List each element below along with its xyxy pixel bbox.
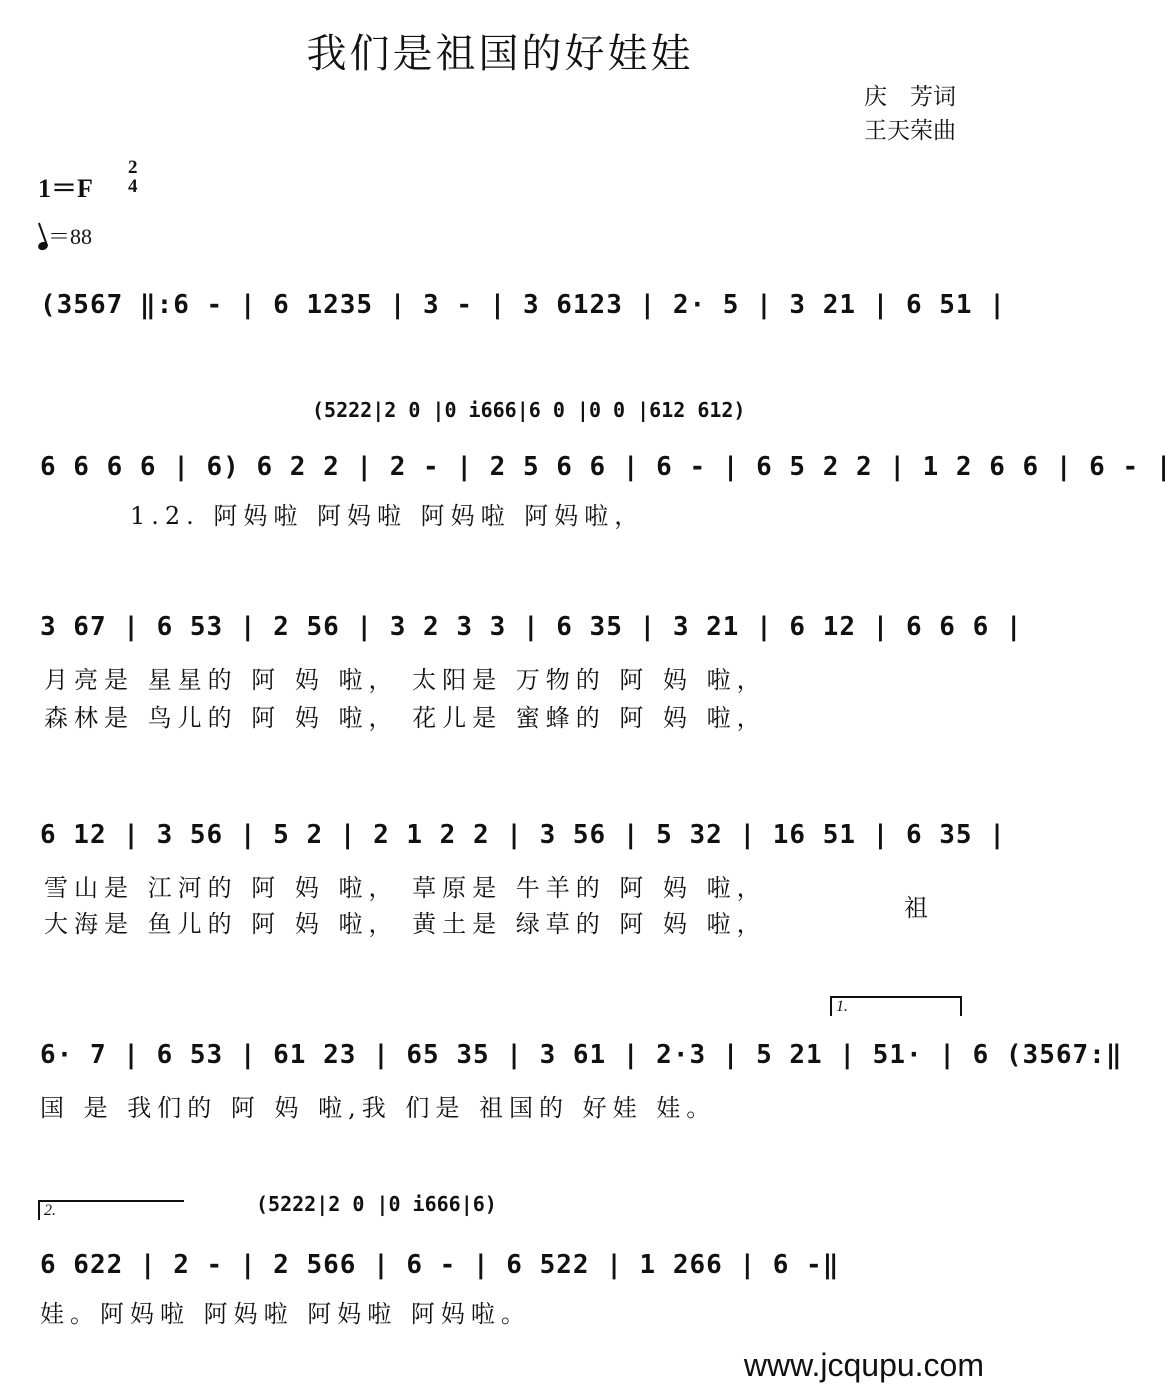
- first-ending-bracket: 1.: [830, 996, 962, 1016]
- system-3-lyrics-verse-1: 月亮是 星星的 阿 妈 啦， 太阳是 万物的 阿 妈 啦，: [44, 666, 767, 694]
- system-4-notes: 6 12 | 3 56 | 5 2 | 2 1 2 2 | 3 56 | 5 32 | 16 51 | 6 35 |: [40, 820, 1006, 850]
- time-signature-top: 2: [128, 157, 138, 178]
- time-signature: [128, 158, 138, 196]
- system-5-notes: 6· 7 | 6 53 | 61 23 | 65 35 | 3 61 | 2·3 | 5 21 | 51· | 6 (3567:‖: [40, 1040, 1123, 1070]
- system-6-lyrics: 娃。阿妈啦 阿妈啦 阿妈啦 阿妈啦。: [40, 1300, 531, 1328]
- system-6-notes: 6 622 | 2 - | 2 566 | 6 - | 6 522 | 1 266 | 6 -‖: [40, 1250, 840, 1280]
- system-5-lyrics: 国 是 我们的 阿 妈 啦,我 们是 祖国的 好娃 娃。: [40, 1094, 717, 1122]
- page-title: 我们是祖国的好娃娃: [306, 31, 694, 77]
- lyricist-credit: 庆 芳词: [864, 84, 956, 110]
- system-2-notes: 6 6 6 6 | 6) 6 2 2 | 2 - | 2 5 6 6 | 6 - | 6 5 2 2 | 1 2 6 6 | 6 - |: [40, 452, 1172, 482]
- second-ending-bracket: 2.: [38, 1200, 184, 1220]
- composer-credit: 王天荣曲: [864, 118, 956, 144]
- watermark: www.jcqupu.com: [743, 1347, 984, 1383]
- system-4-lyrics-verse-1: 雪山是 江河的 阿 妈 啦， 草原是 牛羊的 阿 妈 啦，: [44, 874, 767, 902]
- key-signature: 1＝F: [38, 174, 93, 203]
- time-signature-bottom: 4: [128, 176, 138, 197]
- system-4-lyrics-verse-2: 大海是 鱼儿的 阿 妈 啦， 黄土是 绿草的 阿 妈 啦，: [44, 910, 767, 938]
- system-2-lyrics: 1.2. 阿妈啦 阿妈啦 阿妈啦 阿妈啦，: [130, 502, 645, 530]
- tempo-value: ＝88: [48, 224, 93, 249]
- system-3-notes: 3 67 | 6 53 | 2 56 | 3 2 3 3 | 6 35 | 3 21 | 6 12 | 6 6 6 |: [40, 612, 1023, 642]
- system-4-aside-lyric: 祖: [904, 894, 934, 922]
- quarter-note-icon: [37, 241, 49, 252]
- system-6-upper-notes: (5222|2 0 |0 i666|6): [256, 1192, 497, 1216]
- system-3-lyrics-verse-2: 森林是 鸟儿的 阿 妈 啦， 花儿是 蜜蜂的 阿 妈 啦，: [44, 704, 767, 732]
- system-2-upper-notes: (5222|2 0 |0 i666|6 0 |0 0 |612 612): [312, 398, 746, 422]
- system-1-notes: (3567 ‖:6 - | 6 1235 | 3 - | 3 6123 | 2· 5 | 3 21 | 6 51 |: [40, 290, 1006, 320]
- tempo-marking: [38, 220, 92, 251]
